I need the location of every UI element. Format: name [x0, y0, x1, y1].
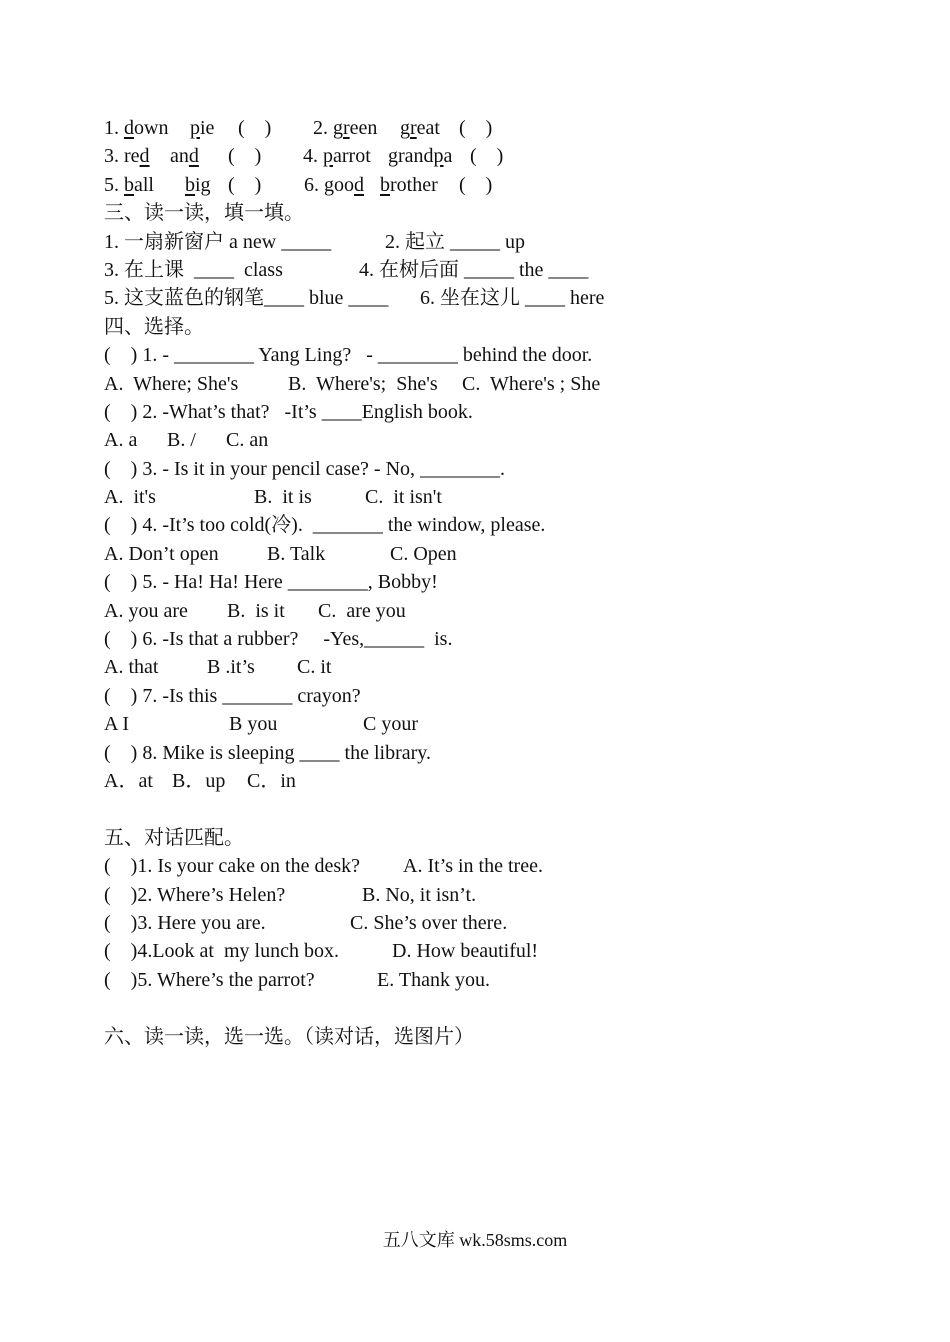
option-c[interactable]: C. it [297, 656, 332, 679]
answer-bracket[interactable]: ( ) [470, 145, 504, 168]
answer-bracket[interactable]: ( ) [238, 117, 272, 139]
matching-section [104, 824, 904, 994]
option-b[interactable]: B．up [172, 769, 226, 792]
question-line[interactable]: ( ) 6. -Is that a rubber? -Yes,______ is. [104, 628, 453, 651]
word-pair-item: grandpa [388, 145, 453, 168]
options-line [104, 767, 904, 795]
options-line [104, 483, 904, 511]
word-pair-item: 4. parrot [303, 145, 371, 168]
option-b[interactable]: B. it is [254, 486, 312, 509]
fill-in-section [104, 199, 904, 313]
matching-row [104, 966, 904, 994]
option-b[interactable]: B. Where's; She's [288, 372, 438, 395]
question-line[interactable]: ( ) 4. -It’s too cold(冷). _______ the window, please. [104, 514, 546, 537]
option-c[interactable]: C. Where's ; She [462, 372, 601, 395]
fill-in-item[interactable]: 1. 一扇新窗户 a new _____ [104, 230, 332, 253]
matching-answer: C. She’s over there. [350, 911, 508, 934]
options-line [104, 426, 904, 454]
fill-in-item[interactable]: 4. 在树后面 _____ the ____ [359, 258, 589, 281]
option-a[interactable]: A. a [104, 429, 138, 452]
phonics-row [104, 142, 904, 170]
word-pair-item: and [170, 145, 199, 168]
matching-question[interactable]: ( )3. Here you are. [104, 911, 266, 934]
word-pair-item: 3. red [104, 145, 150, 168]
fill-in-item[interactable]: 6. 坐在这儿 ____ here [420, 287, 605, 310]
word-pair-item: big [185, 173, 211, 196]
footer-watermark: 五八文库 wk.58sms.com [382, 1230, 568, 1250]
question-line[interactable]: ( ) 7. -Is this _______ crayon? [104, 684, 361, 707]
matching-row [104, 881, 904, 909]
option-c[interactable]: C. an [226, 429, 269, 452]
matching-row [104, 852, 904, 880]
fill-in-item[interactable]: 3. 在上课 ____ class [104, 258, 283, 281]
matching-row [104, 937, 904, 965]
answer-bracket[interactable]: ( ) [228, 173, 262, 196]
option-a[interactable]: A. you are [104, 599, 188, 622]
word-pair-item: 2. green [313, 117, 378, 139]
answer-bracket[interactable]: ( ) [459, 117, 493, 139]
section-heading: 六、读一读，选一选。（读对话，选图片） [104, 1025, 474, 1048]
spacer [104, 994, 904, 1022]
word-pair-item: 1. down [104, 117, 169, 139]
option-b[interactable]: B. is it [227, 599, 285, 622]
phonics-section [104, 114, 904, 199]
question-line[interactable]: ( ) 1. - ________ Yang Ling? - ________ behind the door. [104, 344, 593, 367]
word-pair-item: great [400, 117, 440, 139]
option-b[interactable]: B. Talk [267, 542, 326, 565]
option-a[interactable]: A. it's [104, 486, 156, 509]
fill-in-row [104, 228, 904, 256]
fill-in-item[interactable]: 2. 起立 _____ up [385, 230, 525, 253]
fill-in-row [104, 256, 904, 284]
option-c[interactable]: C. are you [318, 599, 406, 622]
matching-answer: A. It’s in the tree. [403, 855, 543, 878]
phonics-row [104, 171, 904, 199]
section-heading: 三、读一读，填一填。 [104, 202, 304, 225]
option-b[interactable]: B .it’s [207, 656, 255, 679]
option-a[interactable]: A. Don’t open [104, 542, 219, 565]
options-line [104, 597, 904, 625]
word-pair-item: 5. ball [104, 173, 154, 196]
word-pair-item: brother [380, 173, 438, 196]
options-line [104, 370, 904, 398]
spacer [104, 795, 904, 823]
answer-bracket[interactable]: ( ) [228, 145, 262, 168]
option-a[interactable]: A. Where; She's [104, 372, 239, 395]
option-c[interactable]: C. Open [390, 542, 457, 565]
option-b[interactable]: B you [229, 713, 278, 736]
options-line [104, 710, 904, 738]
word-pair-item: 6. good [304, 173, 364, 196]
matching-answer: B. No, it isn’t. [362, 883, 477, 906]
option-a[interactable]: A．at [104, 769, 153, 792]
option-a[interactable]: A I [104, 713, 129, 736]
matching-answer: D. How beautiful! [392, 940, 539, 963]
option-c[interactable]: C your [363, 713, 418, 736]
matching-question[interactable]: ( )2. Where’s Helen? [104, 883, 286, 906]
question-line[interactable]: ( ) 8. Mike is sleeping ____ the library. [104, 741, 431, 764]
answer-bracket[interactable]: ( ) [459, 173, 493, 196]
options-line [104, 653, 904, 681]
option-a[interactable]: A. that [104, 656, 159, 679]
section-heading: 五、对话匹配。 [104, 826, 244, 849]
option-b[interactable]: B. / [167, 429, 196, 452]
options-line [104, 540, 904, 568]
word-pair-item: pie [190, 117, 215, 139]
worksheet [104, 114, 904, 1051]
matching-question[interactable]: ( )1. Is your cake on the desk? [104, 855, 361, 878]
question-line[interactable]: ( ) 3. - Is it in your pencil case? - No, ________. [104, 457, 506, 480]
question-line[interactable]: ( ) 5. - Ha! Ha! Here ________, Bobby! [104, 571, 438, 594]
question-line[interactable]: ( ) 2. -What’s that? -It’s ____English book. [104, 400, 473, 423]
matching-row [104, 909, 904, 937]
option-c[interactable]: C．in [247, 769, 296, 792]
fill-in-item[interactable]: 5. 这支蓝色的钢笔____ blue ____ [104, 287, 389, 310]
matching-answer: E. Thank you. [377, 968, 490, 991]
fill-in-row [104, 284, 904, 312]
matching-question[interactable]: ( )4.Look at my lunch box. [104, 940, 339, 963]
choice-section [104, 313, 904, 796]
option-c[interactable]: C. it isn't [365, 486, 442, 509]
section-heading: 四、选择。 [104, 315, 204, 338]
phonics-row [104, 114, 904, 142]
matching-question[interactable]: ( )5. Where’s the parrot? [104, 968, 315, 991]
